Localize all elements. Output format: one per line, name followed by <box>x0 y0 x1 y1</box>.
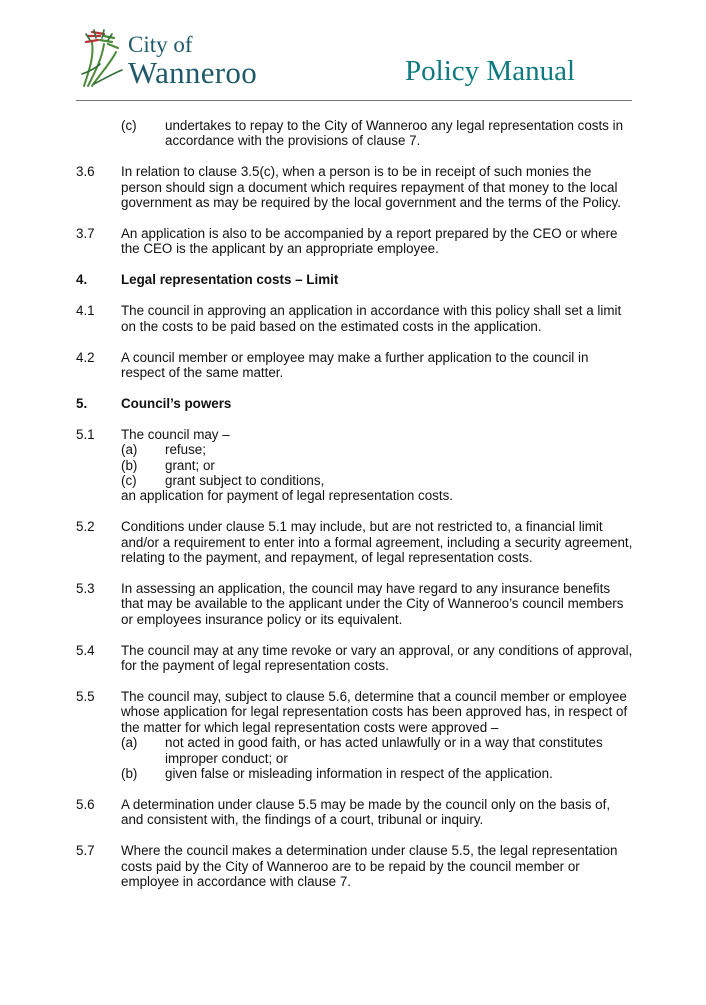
clause-text: Conditions under clause 5.1 may include, but are not restricted to, a financial limit and/or a requirement to enter into a formal agreement, including a security agreement, relating to the payment, and repayment, of legal representation costs. <box>121 519 633 566</box>
section-4-heading <box>76 272 636 287</box>
clause-text: An application is also to be accompanied by a report prepared by the CEO or where the CEO is the applicant by an appropriate employee. <box>121 226 618 257</box>
clause-4-1 <box>76 303 636 334</box>
section-number: 5. <box>76 395 88 411</box>
list-item-label: (b) <box>121 457 138 473</box>
clause-text: The council may at any time revoke or vary an approval, or any conditions of approval, for the payment of legal representation costs. <box>121 642 633 674</box>
clause-3-6 <box>76 164 636 210</box>
clause-lead: The council may, subject to clause 5.6, determine that a council member or employee whose application for legal representation costs has been approved has, in respect of the matter for which legal representation costs were approved – <box>121 689 628 735</box>
logo-text-line1: City of <box>128 32 193 57</box>
section-title: Council’s powers <box>121 395 232 411</box>
clause-text: Where the council makes a determination under clause 5.5, the legal representation costs paid by the City of Wanneroo are to be repaid by the council member or employee in accordance with clause 7. <box>121 843 618 890</box>
list-item-label: (a) <box>121 442 138 458</box>
clause-text: A determination under clause 5.5 may be made by the council only on the basis of, and consistent with, the findings of a court, tribunal or inquiry. <box>121 797 611 828</box>
page-header <box>0 0 706 104</box>
clause-number: 5.3 <box>76 581 95 597</box>
clause-3-5-c-continuation <box>76 118 636 149</box>
clause-number: 3.7 <box>76 226 95 242</box>
kangaroo-paw-logo-icon <box>78 28 126 88</box>
clause-5-3 <box>76 581 636 627</box>
clause-number: 5.5 <box>76 689 95 705</box>
clause-number: 5.2 <box>76 519 95 535</box>
clause-text: In relation to clause 3.5(c), when a person is to be in receipt of such monies the person should sign a document which requires repayment of that money to the local government as may be required by the local government and the terms of the Policy. <box>121 164 621 211</box>
clause-5-2 <box>76 519 636 565</box>
section-5-heading <box>76 396 636 411</box>
list-item <box>121 766 636 781</box>
list-item <box>121 442 636 457</box>
list-item-label: (a) <box>121 735 138 751</box>
clause-5-6 <box>76 797 636 828</box>
list-item <box>121 735 636 766</box>
policy-manual-title: Policy Manual <box>405 55 575 87</box>
clause-5-4 <box>76 643 636 674</box>
clause-number: 5.1 <box>76 426 95 442</box>
clause-text: A council member or employee may make a further application to the council in respect of the same matter. <box>121 349 589 380</box>
clause-text: In assessing an application, the council may have regard to any insurance benefits that may be available to the applicant under the City of Wanneroo’s council members or employees insurance policy or its equivalent. <box>121 581 624 627</box>
list-item <box>121 473 636 488</box>
header-divider <box>76 100 632 101</box>
clause-lead: The council may – <box>121 426 230 442</box>
list-item <box>121 118 636 149</box>
clause-text: The council in approving an application in accordance with this policy shall set a limit on the costs to be paid based on the estimated costs in the application. <box>121 303 622 334</box>
clause-number: 5.4 <box>76 642 95 658</box>
list-item-label: (c) <box>121 118 137 133</box>
list-item-text: refuse; <box>165 442 206 458</box>
clause-number: 4.1 <box>76 303 95 319</box>
city-of-wanneroo-logo <box>78 28 278 90</box>
list-item-text: given false or misleading information in respect of the application. <box>165 766 553 782</box>
logo-text-line2: Wanneroo <box>128 55 258 90</box>
list-item <box>121 458 636 473</box>
section-title: Legal representation costs – Limit <box>121 272 339 288</box>
clause-5-5 <box>76 689 636 781</box>
clause-number: 5.6 <box>76 797 95 812</box>
list-item-label: (c) <box>121 473 137 488</box>
clause-4-2 <box>76 350 636 381</box>
clause-number: 5.7 <box>76 843 95 859</box>
section-number: 4. <box>76 272 88 288</box>
clause-tail: an application for payment of legal representation costs. <box>121 488 453 504</box>
clause-5-1 <box>76 427 636 504</box>
list-item-text: not acted in good faith, or has acted unlawfully or in a way that constitutes improper conduct; or <box>165 735 603 766</box>
list-item-text: grant subject to conditions, <box>165 473 325 488</box>
document-body <box>76 118 636 905</box>
clause-number: 4.2 <box>76 349 95 365</box>
clause-number: 3.6 <box>76 164 95 180</box>
clause-3-7 <box>76 226 636 257</box>
list-item-text: undertakes to repay to the City of Wanneroo any legal representation costs in accordance with the provisions of clause 7. <box>165 118 624 149</box>
list-item-text: grant; or <box>165 457 215 473</box>
list-item-label: (b) <box>121 766 138 782</box>
clause-5-7 <box>76 843 636 889</box>
